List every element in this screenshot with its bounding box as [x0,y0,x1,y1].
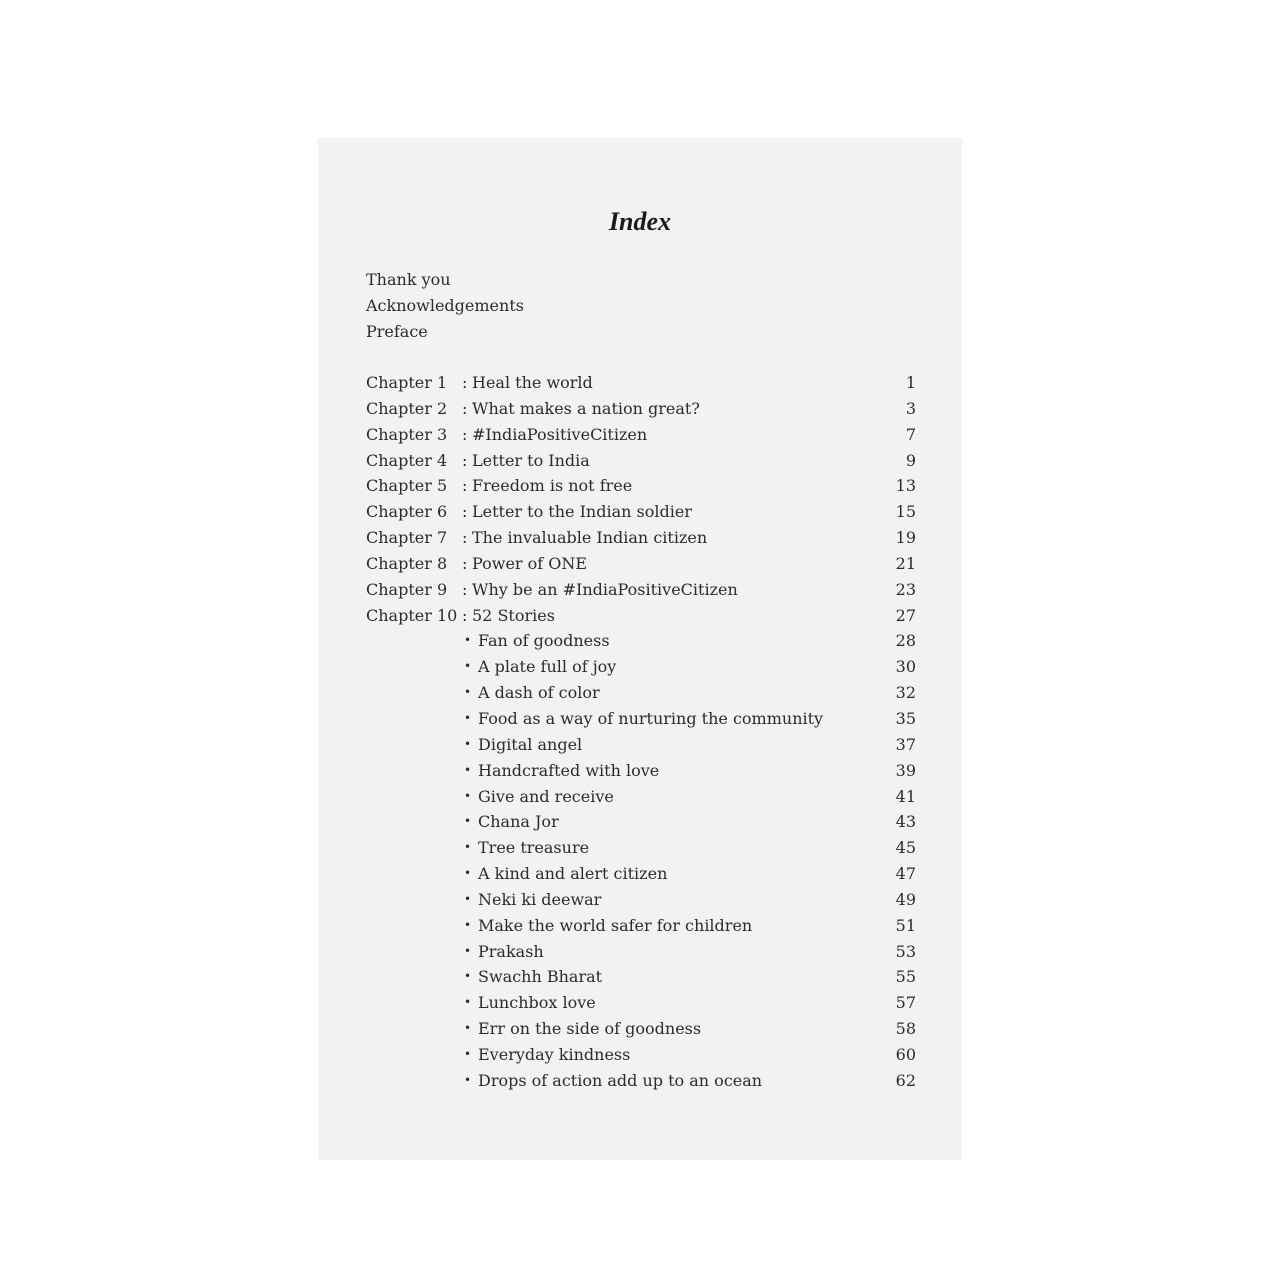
story-title: A plate full of joy [478,657,617,677]
chapter-label: Chapter 5 [366,476,448,496]
chapter-title: The invaluable Indian citizen [472,528,708,548]
story-title: Digital angel [478,734,583,754]
bullet-mark: • [464,866,472,881]
front-matter-item: Thank you [366,270,451,289]
bullet-mark: • [464,685,472,700]
page-number: 30 [895,657,916,677]
chapter-label: Chapter 2 [366,398,448,418]
page-number: 9 [905,450,916,470]
chapter-label: Chapter 8 [366,553,448,573]
page-number: 60 [895,1044,916,1064]
chapter-label: Chapter 4 [366,450,448,470]
story-row [366,732,916,758]
separator-colon: : [462,579,468,599]
story-row [366,939,916,965]
chapter-title: 52 Stories [472,605,555,625]
story-title: A kind and alert citizen [478,864,668,884]
bullet-mark: • [464,1021,472,1036]
chapter-row [366,577,916,603]
story-title: Lunchbox love [478,993,596,1013]
page-number: 58 [895,1019,916,1039]
bullet-mark: • [464,995,472,1010]
bullet-mark: • [464,762,472,777]
story-title: Make the world safer for children [478,915,753,935]
chapter-row [366,499,916,525]
chapter-title: Why be an #IndiaPositiveCitizen [472,579,738,599]
chapter-label: Chapter 7 [366,528,448,548]
page-number: 57 [895,993,916,1013]
page-number: 35 [895,708,916,728]
story-title: Fan of goodness [478,631,610,651]
page-number: 47 [895,864,916,884]
story-title: Neki ki deewar [478,889,602,909]
chapter-label: Chapter 1 [366,373,448,392]
page-number: 27 [895,605,916,625]
bullet-mark: • [464,736,472,751]
front-matter-list [366,267,524,344]
chapter-label: Chapter 6 [366,502,448,522]
page-number: 28 [895,631,916,651]
chapter-title: Heal the world [472,373,593,392]
separator-colon: : [462,424,468,444]
page-number: 19 [895,528,916,548]
story-row [366,835,916,861]
bullet-mark: • [464,943,472,958]
story-row [366,1016,916,1042]
story-row [366,706,916,732]
story-row [366,887,916,913]
story-row [366,809,916,835]
page-number: 41 [895,786,916,806]
chapter-title: Power of ONE [472,553,588,573]
bullet-mark: • [464,840,472,855]
page-number: 1 [905,373,916,392]
chapter-title: Letter to India [472,450,590,470]
separator-colon: : [462,528,468,548]
page-number: 37 [895,734,916,754]
story-title: A dash of color [478,683,600,703]
story-title: Handcrafted with love [478,760,660,780]
chapter-label: Chapter 9 [366,579,448,599]
front-matter-item: Preface [366,321,428,341]
chapter-row [366,473,916,499]
chapter-row [366,603,916,629]
bullet-mark: • [464,633,472,648]
separator-colon: : [462,373,468,392]
story-title: Err on the side of goodness [478,1019,702,1039]
separator-colon: : [462,398,468,418]
bullet-mark: • [464,788,472,803]
story-row [366,861,916,887]
story-row [366,654,916,680]
index-title: Index [608,207,672,236]
story-title: Tree treasure [478,838,590,858]
separator-colon: : [462,502,468,522]
chapter-label: Chapter 10 [366,605,458,625]
page-number: 7 [905,424,916,444]
story-title: Prakash [478,941,544,961]
page-number: 13 [895,476,916,496]
table-of-contents [366,370,916,1094]
bullet-mark: • [464,891,472,906]
story-title: Chana Jor [478,812,559,832]
separator-colon: : [462,450,468,470]
bullet-mark: • [464,917,472,932]
story-row [366,913,916,939]
story-row [366,990,916,1016]
separator-colon: : [462,476,468,496]
chapter-row [366,422,916,448]
page-number: 23 [895,579,916,599]
bullet-mark: • [464,710,472,725]
bullet-mark: • [464,1072,472,1087]
page-number: 39 [895,760,916,780]
story-row [366,964,916,990]
story-row [366,784,916,810]
page-number: 51 [895,915,916,935]
page-number: 3 [905,398,916,418]
bullet-mark: • [464,659,472,674]
chapter-row [366,551,916,577]
story-title: Give and receive [478,786,614,806]
story-row [366,1068,916,1094]
chapter-title: #IndiaPositiveCitizen [472,424,648,444]
story-row [366,628,916,654]
page-number: 55 [895,967,916,987]
story-title: Swachh Bharat [478,967,603,987]
bullet-mark: • [464,969,472,984]
chapter-row [366,396,916,422]
chapter-title: What makes a nation great? [472,398,700,418]
chapter-label: Chapter 3 [366,424,448,444]
bullet-mark: • [464,814,472,829]
page-number: 32 [895,683,916,703]
bullet-mark: • [464,1046,472,1061]
story-title: Food as a way of nurturing the community [478,708,824,728]
separator-colon: : [462,553,468,573]
book-page [318,138,962,1160]
page-number: 43 [895,812,916,832]
page-number: 21 [895,553,916,573]
story-row [366,1042,916,1068]
page-number: 62 [895,1070,916,1090]
page-number: 15 [895,502,916,522]
front-matter-item: Acknowledgements [366,295,524,315]
story-title: Everyday kindness [478,1044,631,1064]
story-row [366,680,916,706]
chapter-title: Letter to the Indian soldier [472,502,692,522]
page-number: 49 [895,889,916,909]
chapter-title: Freedom is not free [472,476,633,496]
page-number: 45 [895,838,916,858]
chapter-row [366,448,916,474]
chapter-row [366,525,916,551]
separator-colon: : [462,605,468,625]
story-title: Drops of action add up to an ocean [478,1070,763,1090]
chapter-row [366,370,916,396]
page-number: 53 [895,941,916,961]
story-row [366,758,916,784]
